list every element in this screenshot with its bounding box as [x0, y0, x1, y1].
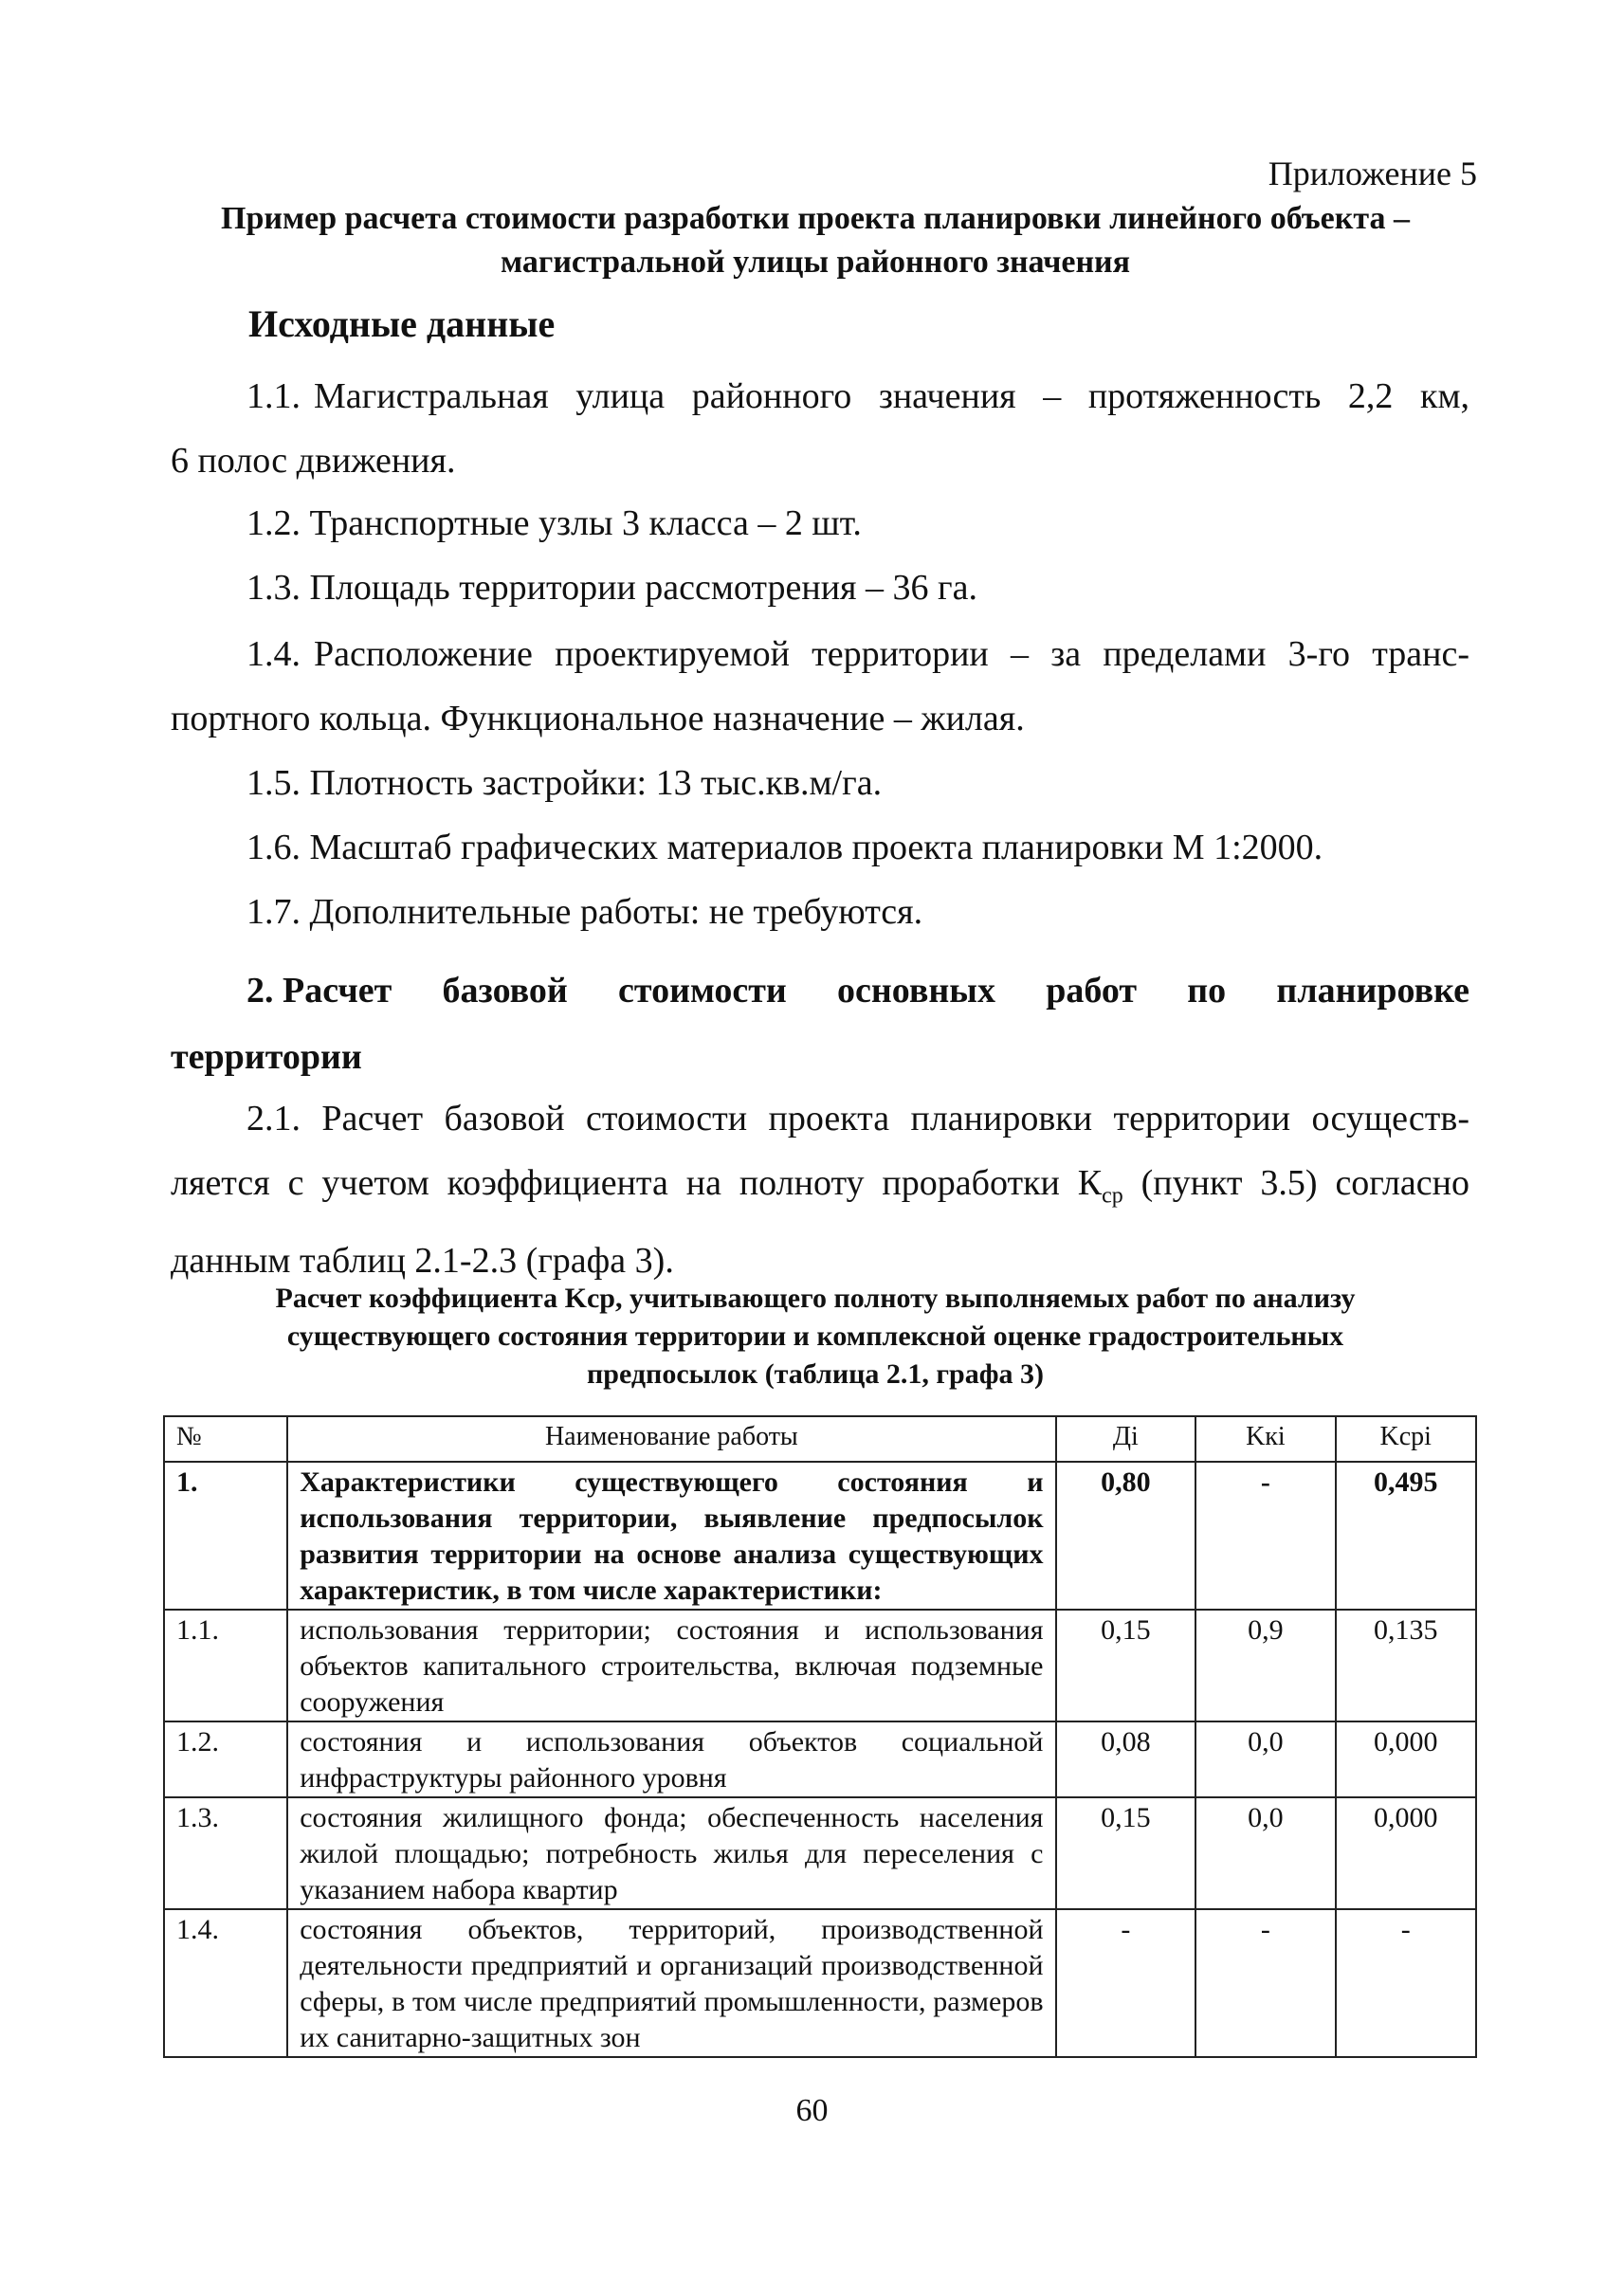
table-header-row [164, 1416, 1476, 1462]
calculation-title [161, 1280, 1469, 1393]
table-row [164, 1721, 1476, 1797]
header-di: Дi [1056, 1416, 1196, 1462]
row-kki: 0,0 [1195, 1797, 1335, 1909]
calculation-title-line-3: предпосылок (таблица 2.1, графа 3) [586, 1358, 1044, 1390]
title-line-2: магистральной улицы районного значения [500, 245, 1131, 280]
section-2-heading [171, 957, 1469, 1090]
header-kki: Kкi [1195, 1416, 1335, 1462]
header-work-name: Наименование работы [287, 1416, 1055, 1462]
item-1-4 [171, 622, 1469, 751]
row-di: 0,80 [1056, 1462, 1196, 1610]
row-number: 1. [164, 1462, 287, 1610]
row-ksri: 0,495 [1336, 1462, 1476, 1610]
calculation-title-line-1: Расчет коэффициента Kср, учитывающего полноту выполняемых работ по анализу [275, 1283, 1356, 1314]
paragraph-2-1-line-2a: ляется с учетом коэффициента на полноту проработки К [171, 1163, 1103, 1203]
item-1-4-line-1: Расположение проектируемой территории – за пределами 3-го транс- [314, 634, 1469, 674]
paragraph-2-1-line-3: данным таблиц 2.1-2.3 (графа 3). [171, 1240, 674, 1281]
item-1-5: 1.5. Плотность застройки: 13 тыс.кв.м/га. [246, 763, 883, 803]
row-kki: 0,9 [1195, 1610, 1335, 1721]
calculation-title-line-2: существующего состояния территории и комплексной оценке градостроительных [286, 1321, 1344, 1352]
row-di: - [1056, 1909, 1196, 2057]
table-row [164, 1797, 1476, 1909]
row-number: 1.4. [164, 1909, 287, 2057]
ksr-table [163, 1415, 1477, 2058]
item-1-6: 1.6. Масштаб графических материалов проекта планировки М 1:2000. [246, 828, 1323, 867]
row-di: 0,08 [1056, 1721, 1196, 1797]
section-2-word-6: по [1187, 971, 1227, 1011]
k-subscript: ср [1102, 1183, 1123, 1209]
item-1-1 [171, 364, 1469, 493]
item-1-4-line-2: портного кольца. Функциональное назначение – жилая. [171, 699, 1025, 738]
paragraph-2-1-line-2 [171, 1151, 1469, 1229]
item-1-4-number: 1.4. [246, 634, 301, 674]
row-ksri: - [1336, 1909, 1476, 2057]
table-row [164, 1909, 1476, 2057]
row-kki: - [1195, 1462, 1335, 1610]
section-2-word-5: работ [1046, 971, 1138, 1011]
header-number: № [164, 1416, 287, 1462]
row-kki: 0,0 [1195, 1721, 1335, 1797]
paragraph-2-1-line-1: 2.1. Расчет базовой стоимости проекта планировки территории осуществ- [246, 1099, 1469, 1138]
table-row [164, 1610, 1476, 1721]
row-ksri: 0,135 [1336, 1610, 1476, 1721]
section-2-word-2: базовой [442, 971, 568, 1011]
document-title [161, 197, 1469, 284]
appendix-label: Приложение 5 [1268, 155, 1477, 192]
row-work-name: состояния и использования объектов социальной инфраструктуры районного уровня [287, 1721, 1055, 1797]
page-number: 60 [795, 2093, 829, 2128]
section-2-word-1: 2. Расчет [246, 971, 392, 1011]
item-1-1-line-2: 6 полос движения. [171, 441, 456, 481]
row-kki: - [1195, 1909, 1335, 2057]
item-1-1-line-1: Магистральная улица районного значения – протяженность 2,2 км, [314, 376, 1469, 416]
row-work-name: Характеристики существующего состояния и использования территории, выявление предпосылок развития территории на основе анализа существующих характеристик, в том числе характеристики: [287, 1462, 1055, 1610]
title-line-1: Пример расчета стоимости разработки проекта планировки линейного объекта – [221, 201, 1410, 236]
section-2-word-7: планировке [1276, 971, 1469, 1011]
row-di: 0,15 [1056, 1610, 1196, 1721]
row-ksri: 0,000 [1336, 1797, 1476, 1909]
initial-data-heading: Исходные данные [248, 302, 556, 345]
item-1-2: 1.2. Транспортные узлы 3 класса – 2 шт. [246, 503, 862, 543]
paragraph-2-1 [171, 1086, 1469, 1293]
row-number: 1.3. [164, 1797, 287, 1909]
section-2-word-3: стоимости [618, 971, 787, 1011]
item-1-3: 1.3. Площадь территории рассмотрения – 36 га. [246, 568, 977, 608]
row-work-name: использования территории; состояния и использования объектов капитального строительства, включая подземные сооружения [287, 1610, 1055, 1721]
section-2-word-4: основных [837, 971, 995, 1011]
row-work-name: состояния объектов, территорий, производственной деятельности предприятий и организаций производственной сферы, в том числе предприятий промышленности, размеров их санитарно-защитных зон [287, 1909, 1055, 2057]
item-1-1-number: 1.1. [246, 376, 301, 416]
row-di: 0,15 [1056, 1797, 1196, 1909]
row-ksri: 0,000 [1336, 1721, 1476, 1797]
row-number: 1.2. [164, 1721, 287, 1797]
table-row [164, 1462, 1476, 1610]
paragraph-2-1-line-2b: (пункт 3.5) согласно [1122, 1163, 1469, 1203]
item-1-7: 1.7. Дополнительные работы: не требуются. [246, 892, 923, 932]
header-ksri: Kсрi [1336, 1416, 1476, 1462]
row-work-name: состояния жилищного фонда; обеспеченность населения жилой площадью; потребность жилья для переселения с указанием набора квартир [287, 1797, 1055, 1909]
section-2-line-2: территории [171, 1037, 362, 1077]
row-number: 1.1. [164, 1610, 287, 1721]
